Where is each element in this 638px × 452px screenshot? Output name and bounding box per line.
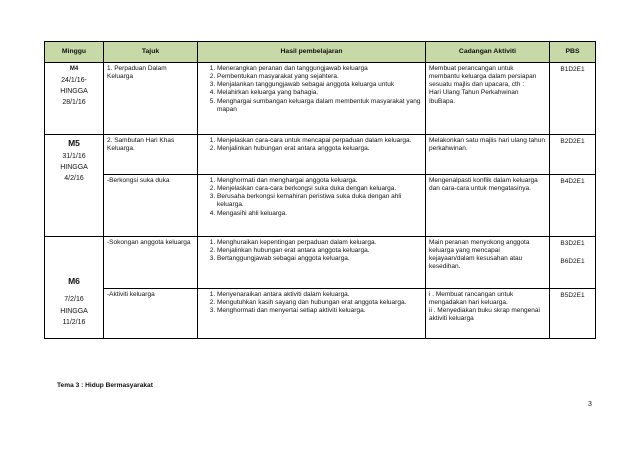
table-row — [45, 289, 596, 339]
hasil-item: 3. Bertanggungjawab sebagai anggota keluarga. — [217, 255, 422, 263]
aktiviti-cell — [426, 289, 550, 339]
header-aktiviti: Cadangan Aktiviti — [426, 42, 550, 63]
page-number: 3 — [588, 401, 592, 408]
aktiviti-cell — [426, 237, 550, 289]
hasil-item: 4. Mengasihi ahli keluarga. — [217, 210, 422, 218]
aktiviti-cell — [426, 175, 550, 237]
week-date-start: 24/1/16- — [61, 76, 87, 84]
hasil-item: 1. Menghuraikan kepentingan perpaduan dalam keluarga. — [217, 239, 422, 247]
aktiviti-text: Mengenalpasti konflik dalam keluarga dan cara-cara untuk mengatasinya. — [429, 177, 538, 193]
hasil-item: 2. Mengutuhkan kasih sayang dan hubungan erat anggota keluarga. — [217, 299, 422, 307]
tajuk-cell: 1. Perpaduan Dalam Keluarga — [104, 63, 198, 135]
hasil-cell — [198, 175, 426, 237]
pbs-code: B4D2E1 — [560, 178, 585, 185]
lesson-plan-table — [44, 41, 596, 339]
pbs-cell — [550, 175, 596, 237]
hasil-item: 3. Menghormati dan menyertai setiap aktiviti keluarga. — [217, 307, 422, 315]
week-cell-m6 — [45, 237, 104, 339]
tajuk-cell: -Sokongan anggota keluarga — [104, 237, 198, 289]
header-hasil: Hasil pembelajaran — [198, 42, 426, 63]
hasil-item: 2. Menjalinkan hubungan erat antara anggota keluarga. — [217, 247, 422, 255]
aktiviti-text: i . Membuat rancangan untuk mengadakan hari keluarga. — [429, 291, 514, 307]
table-row — [45, 135, 596, 175]
week-cell-m4 — [45, 63, 104, 135]
hasil-item: 2. Pembentukan masyarakat yang sejahtera. — [217, 73, 422, 81]
pbs-code: B1D2E1 — [560, 66, 585, 73]
week-code: M5 — [68, 138, 80, 148]
table-row — [45, 175, 596, 237]
pbs-cell — [550, 135, 596, 175]
pbs-cell — [550, 289, 596, 339]
tajuk-cell: -Aktiviti keluarga — [104, 289, 198, 339]
theme-title: Tema 3 : Hidup Bermasyarakat — [57, 382, 153, 389]
header-minggu: Minggu — [45, 42, 104, 63]
week-code: M4 — [69, 66, 79, 72]
week-date-end: 28/1/16 — [62, 98, 86, 106]
week-date-to: HINGGA — [60, 163, 88, 171]
aktiviti-text: Melakonkan satu majlis hari ulang tahun perkahwinan. — [429, 137, 545, 153]
hasil-cell — [198, 135, 426, 175]
hasil-item: 1. Menerangkan peranan dan tanggungjawab keluarga — [217, 65, 422, 73]
hasil-cell — [198, 289, 426, 339]
hasil-item: 5. Menghargai sumbangan keluarga dalam membentuk masyarakat yang mapan — [217, 98, 422, 114]
hasil-cell — [198, 237, 426, 289]
header-pbs: PBS — [550, 42, 596, 63]
hasil-item: 2. Menjalinkan hubungan erat antara anggota keluarga. — [217, 145, 422, 153]
tajuk-cell: -Berkongsi suka duka — [104, 175, 198, 237]
pbs-code: B6D2E1 — [560, 258, 585, 266]
aktiviti-text: ii . Menyediakan buku skrap mengenai aktiviti keluarga — [429, 307, 540, 323]
pbs-cell — [550, 63, 596, 135]
header-tajuk: Tajuk — [104, 42, 198, 63]
hasil-item: 2. Menjelaskan cara-cara berkongsi suka duka dengan keluarga. — [217, 185, 422, 193]
week-date-to: HINGGA — [60, 87, 88, 95]
hasil-item: 3. Menjalankan tanggungjawab sebagai anggota keluarga untuk — [217, 81, 422, 89]
aktiviti-cell — [426, 135, 550, 175]
aktiviti-cell — [426, 63, 550, 135]
pbs-code: B2D2E1 — [560, 138, 585, 145]
pbs-code: B3D2E1 — [560, 240, 585, 247]
week-date-start: 31/1/16 — [62, 152, 86, 160]
week-cell-m5 — [45, 135, 104, 237]
week-code: M6 — [68, 275, 80, 286]
pbs-code: B5D2E1 — [560, 292, 585, 299]
aktiviti-text: Main peranan menyokong anggota keluarga yang mencapai kejayaan/dalam kesusahan atau kesedihan. — [429, 239, 530, 271]
hasil-item: 1. Menyenaraikan antara aktiviti dalam keluarga. — [217, 291, 422, 299]
table-row — [45, 63, 596, 135]
week-date-end: 4/2/16 — [64, 174, 84, 182]
week-date-start: 7/2/16 — [64, 296, 84, 304]
table-header-row — [45, 42, 596, 63]
pbs-cell — [550, 237, 596, 289]
aktiviti-text: Hari Ulang Tahun Perkahwinan IbuBapa. — [429, 89, 519, 105]
hasil-item: 3. Berusaha berkongsi kemahiran peristiwa suka duka dengan ahli keluarga. — [217, 193, 422, 209]
week-date-to: HINGGA — [60, 307, 88, 315]
week-date-end: 11/2/16 — [62, 318, 86, 326]
aktiviti-text: Membuat perancangan untuk membantu keluarga dalam persiapan sesuatu majlis dan upacara, cth : — [429, 65, 537, 89]
hasil-item: 1. Menghormati dan menghargai anggota keluarga. — [217, 177, 422, 185]
tajuk-cell: 2. Sambutan Hari Khas Keluarga. — [104, 135, 198, 175]
table-row — [45, 237, 596, 289]
hasil-cell — [198, 63, 426, 135]
hasil-item: 1. Menjelaskan cara-cara untuk mencapai perpaduan dalam keluarga. — [217, 137, 422, 145]
hasil-item: 4. Melahirkan keluarga yang bahagia. — [217, 89, 422, 97]
